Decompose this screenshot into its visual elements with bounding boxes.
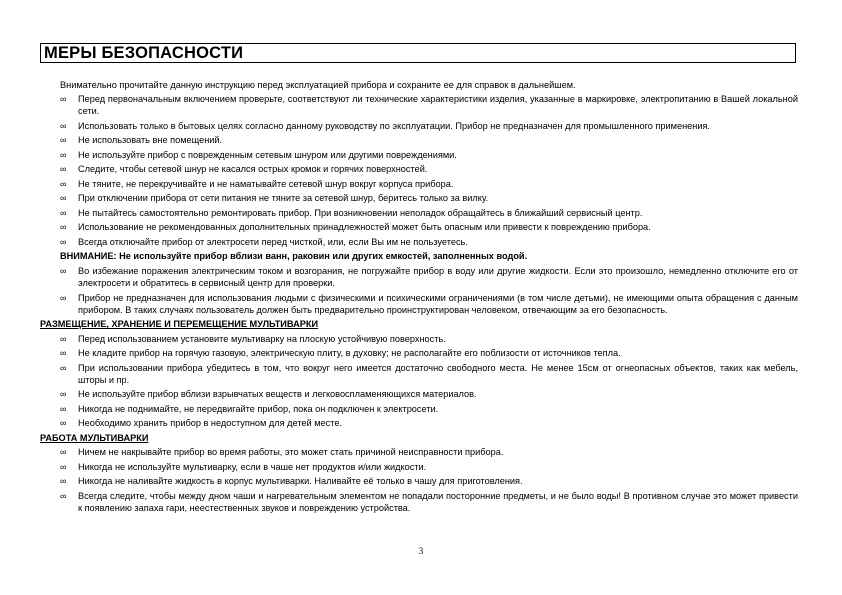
- bullet-icon: ∞: [60, 490, 67, 501]
- list-item: [40, 93, 798, 117]
- list-item: [40, 163, 798, 175]
- list-item-text: Перед использованием установите мультиварку на плоскую устойчивую поверхность.: [78, 333, 446, 344]
- bullet-icon: ∞: [60, 292, 67, 303]
- section-heading-placement: РАЗМЕЩЕНИЕ, ХРАНЕНИЕ И ПЕРЕМЕЩЕНИЕ МУЛЬТИВАРКИ: [40, 319, 319, 330]
- list-item: [40, 388, 798, 400]
- bullet-icon: ∞: [60, 164, 67, 175]
- list-item-text: Ничем не накрывайте прибор во время работы, это может стать причиной неисправности прибора.: [78, 447, 504, 458]
- page-number: 3: [418, 546, 424, 556]
- bullet-icon: ∞: [60, 265, 67, 276]
- list-item-text: Никогда не наливайте жидкость в корпус мультиварки. Наливайте её только в чашу для приготовления.: [78, 476, 523, 487]
- bullet-icon: ∞: [60, 362, 67, 373]
- bullet-icon: ∞: [60, 403, 67, 414]
- list-item: [40, 221, 798, 233]
- list-item-text: При отключении прибора от сети питания не тяните за сетевой шнур, беритесь только за вилку.: [78, 193, 489, 204]
- list-item-text: Не используйте прибор с поврежденным сетевым шнуром или другими повреждениями.: [78, 149, 457, 160]
- list-item: [40, 236, 798, 248]
- list-item-text: Не использовать вне помещений.: [78, 135, 223, 146]
- list-item-text: Не пытайтесь самостоятельно ремонтировать прибор. При возникновении неполадок обращайтесь в ближайший сервисный центр.: [78, 207, 643, 218]
- bullet-icon: ∞: [60, 236, 67, 247]
- list-item: [40, 475, 798, 487]
- bullet-icon: ∞: [60, 418, 67, 429]
- list-item-text: Всегда следите, чтобы между дном чаши и нагревательным элементом не попадали посторонние предметы, и не было воды! В противном случае это может привести к появлению запаха гари, неестественных звуков и повреждению устройства.: [78, 490, 798, 513]
- placement-list: [40, 333, 798, 430]
- bullet-icon: ∞: [60, 207, 67, 218]
- bullet-icon: ∞: [60, 389, 67, 400]
- warning-text: ВНИМАНИЕ: Не используйте прибор вблизи ванн, раковин или других емкостей, заполненных водой.: [60, 251, 528, 262]
- list-item-text: Перед первоначальным включением проверьте, соответствуют ли технические характеристики изделия, указанные в маркировке, электропитанию в Вашей локальной сети.: [78, 94, 798, 116]
- list-item-text: Следите, чтобы сетевой шнур не касался острых кромок и горячих поверхностей.: [78, 164, 428, 175]
- bullet-icon: ∞: [60, 476, 67, 487]
- list-item: [40, 362, 798, 386]
- list-item-text: Всегда отключайте прибор от электросети перед чисткой, или, если Вы им не пользуетесь.: [78, 236, 468, 247]
- title-box: [40, 43, 796, 63]
- bullet-icon: ∞: [60, 149, 67, 160]
- operation-list: [40, 446, 798, 514]
- bullet-icon: ∞: [60, 447, 67, 458]
- list-item-text: При использовании прибора убедитесь в том, что вокруг него имеется достаточно свободного места. Не менее 15см от огнеопасных объектов, таких как мебель, шторы и пр.: [78, 362, 798, 385]
- bullet-icon: ∞: [60, 94, 67, 104]
- list-item: [40, 417, 798, 429]
- list-item: [40, 192, 798, 204]
- safety-list-2: [40, 265, 798, 316]
- list-item-text: Никогда не поднимайте, не передвигайте прибор, пока он подключен к электросети.: [78, 403, 439, 414]
- list-item: [40, 347, 798, 359]
- list-item: [40, 490, 798, 514]
- list-item-text: Прибор не предназначен для использования людьми с физическими и психическими ограничениями (в том числе детьми), не имеющими опыта обращения с данным прибором. В таких случаях пользователь должен быть предварительно проинструктирован человеком, отвечающим за его безопасность.: [78, 292, 798, 315]
- bullet-icon: ∞: [60, 333, 67, 344]
- list-item: [40, 333, 798, 345]
- list-item-text: Использование не рекомендованных дополнительных принадлежностей может быть опасным или привести к повреждению прибора.: [78, 222, 651, 233]
- bullet-icon: ∞: [60, 135, 67, 146]
- section-heading-operation: РАБОТА МУЛЬТИВАРКИ: [40, 432, 149, 443]
- list-item: [40, 403, 798, 415]
- safety-list-1: [40, 93, 798, 248]
- list-item: [40, 178, 798, 190]
- page-title: МЕРЫ БЕЗОПАСНОСТИ: [44, 44, 244, 62]
- intro-text: Внимательно прочитайте данную инструкцию перед эксплуатацией прибора и сохраните ее для справок в дальнейшем.: [60, 80, 576, 90]
- list-item-text: Не кладите прибор на горячую газовую, электрическую плиту, в духовку; не располагайте его поблизости от источников тепла.: [78, 348, 621, 359]
- bullet-icon: ∞: [60, 193, 67, 204]
- bullet-icon: ∞: [60, 120, 67, 131]
- list-item: [40, 149, 798, 161]
- bullet-icon: ∞: [60, 178, 67, 189]
- list-item: [40, 446, 798, 458]
- list-item: [40, 265, 798, 289]
- bullet-icon: ∞: [60, 461, 67, 472]
- list-item-text: Во избежание поражения электрическим током и возгорания, не погружайте прибор в воду или другие жидкости. Если это произошло, немедленно отключите его от электросети и обратитесь в сервисный центр для проверки.: [78, 265, 798, 288]
- bullet-icon: ∞: [60, 222, 67, 233]
- list-item: [40, 207, 798, 219]
- list-item: [40, 461, 798, 473]
- list-item-text: Использовать только в бытовых целях согласно данному руководству по эксплуатации. Прибор не предназначен для промышленного применения.: [78, 120, 710, 131]
- content: [40, 79, 798, 517]
- list-item-text: Не используйте прибор вблизи взрывчатых веществ и легковоспламеняющихся материалов.: [78, 389, 477, 400]
- list-item-text: Никогда не используйте мультиварку, если в чаше нет продуктов и/или жидкости.: [78, 461, 427, 472]
- list-item: [40, 134, 798, 146]
- list-item-text: Не тяните, не перекручивайте и не наматывайте сетевой шнур вокруг корпуса прибора.: [78, 178, 454, 189]
- list-item: [40, 292, 798, 316]
- list-item-text: Необходимо хранить прибор в недоступном для детей месте.: [78, 418, 343, 429]
- list-item: [40, 120, 798, 132]
- bullet-icon: ∞: [60, 348, 67, 359]
